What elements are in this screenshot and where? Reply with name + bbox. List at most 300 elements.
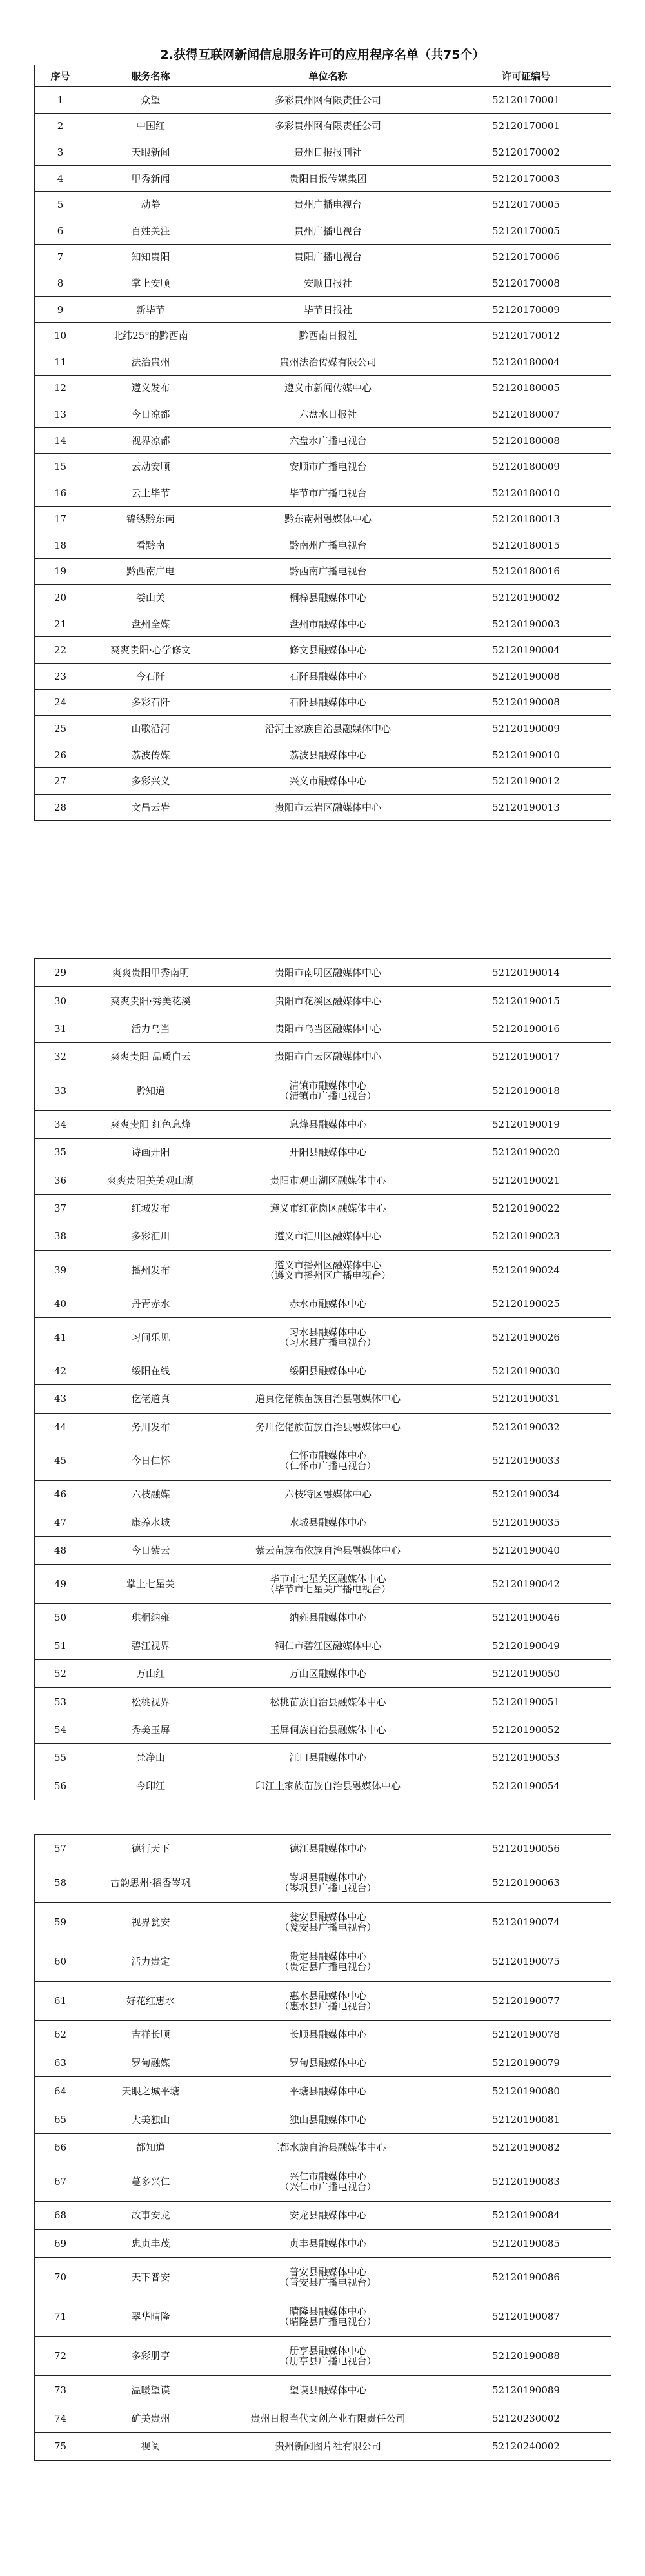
organization-name (215, 2105, 441, 2134)
service-name: 琪桐纳雍 (86, 1604, 215, 1632)
table-row (35, 2049, 611, 2077)
service-name: 锦绣黔东南 (86, 506, 215, 532)
service-name: 爽爽贵阳·秀美花溪 (86, 987, 215, 1015)
organization-line: 松桃苗族自治县融媒体中心 (270, 1696, 386, 1708)
service-name: 知知贵阳 (86, 244, 215, 270)
table-row (35, 218, 611, 244)
service-name: 德行天下 (86, 1835, 215, 1863)
row-index: 54 (35, 1716, 86, 1743)
service-name: 新毕节 (86, 296, 215, 323)
row-index: 42 (35, 1357, 86, 1384)
organization-line: （普安县广播电视台） (279, 2277, 377, 2289)
service-name: 康养水城 (86, 1508, 215, 1536)
organization-name (215, 1772, 441, 1800)
license-number: 52120190017 (441, 1043, 611, 1071)
row-index: 47 (35, 1508, 86, 1536)
table-row (35, 113, 611, 139)
row-index: 18 (35, 532, 86, 559)
organization-line: 普安县融媒体中心 (289, 2266, 367, 2278)
organization-line: 石阡县融媒体中心 (289, 696, 367, 709)
row-index: 3 (35, 139, 86, 166)
service-name: 罗甸融媒 (86, 2049, 215, 2077)
row-index: 11 (35, 349, 86, 375)
table-row (35, 1441, 611, 1481)
table-row (35, 532, 611, 559)
organization-line: 岑巩县融媒体中心 (289, 1871, 367, 1883)
service-name: 播州发布 (86, 1250, 215, 1290)
organization-line: 毕节市广播电视台 (289, 487, 367, 499)
license-number: 52120180004 (441, 349, 611, 375)
service-name: 黔西南广电 (86, 558, 215, 585)
service-name: 绥阳在线 (86, 1357, 215, 1384)
service-name: 大美独山 (86, 2105, 215, 2134)
service-name: 黔知道 (86, 1071, 215, 1110)
table-row (35, 1222, 611, 1250)
service-name: 山歌沿河 (86, 716, 215, 742)
license-number: 52120190035 (441, 1508, 611, 1536)
table-row (35, 1744, 611, 1772)
header-service-name: 服务名称 (86, 65, 215, 87)
organization-name (215, 558, 441, 585)
row-index: 64 (35, 2077, 86, 2105)
organization-line: 德江县融媒体中心 (289, 1843, 367, 1855)
row-index: 46 (35, 1481, 86, 1508)
license-number: 52120190022 (441, 1194, 611, 1222)
service-name: 忠贞丰茂 (86, 2229, 215, 2258)
license-number: 52120190049 (441, 1632, 611, 1659)
license-number: 52120190033 (441, 1441, 611, 1481)
license-number: 52120170009 (441, 296, 611, 323)
organization-name (215, 192, 441, 218)
organization-line: 晴隆县融媒体中心 (289, 2306, 367, 2318)
organization-line: 贵阳日报传媒集团 (289, 172, 367, 185)
organization-line: 紫云苗族布依族自治县融媒体中心 (255, 1545, 401, 1557)
organization-line: 务川仡佬族苗族自治县融媒体中心 (255, 1421, 401, 1433)
organization-line: 纳雍县融媒体中心 (289, 1612, 367, 1624)
organization-name (215, 1138, 441, 1166)
service-name: 天下普安 (86, 2258, 215, 2297)
license-number: 52120190014 (441, 959, 611, 987)
organization-line: 贵阳广播电视台 (293, 251, 362, 263)
service-name: 动静 (86, 192, 215, 218)
row-index: 6 (35, 218, 86, 244)
organization-line: 盘州市融媒体中心 (289, 618, 367, 630)
table-row (35, 987, 611, 1015)
table-row (35, 2133, 611, 2162)
organization-line: 黔西南日报社 (299, 330, 357, 342)
organization-name (215, 2162, 441, 2201)
table-row (35, 1290, 611, 1317)
row-index: 16 (35, 480, 86, 506)
service-name: 古韵思州·稻香岑巩 (86, 1863, 215, 1902)
service-name: 中国红 (86, 113, 215, 139)
service-name: 仡佬道真 (86, 1385, 215, 1413)
row-index: 20 (35, 585, 86, 611)
organization-line: 贵阳市白云区融媒体中心 (274, 1051, 381, 1063)
table-row (35, 1015, 611, 1042)
table-row (35, 1835, 611, 1863)
row-index: 38 (35, 1222, 86, 1250)
license-number: 52120190015 (441, 987, 611, 1015)
table-row (35, 611, 611, 637)
row-index: 32 (35, 1043, 86, 1071)
organization-line: 贵阳市花溪区融媒体中心 (274, 995, 381, 1007)
service-name: 视阅 (86, 2432, 215, 2460)
organization-name (215, 323, 441, 349)
organization-line: （晴隆县广播电视台） (279, 2316, 377, 2328)
organization-line: 贵州广播电视台 (293, 199, 362, 211)
row-index: 56 (35, 1772, 86, 1800)
license-number: 52120190032 (441, 1413, 611, 1441)
organization-line: 清镇市融媒体中心 (289, 1079, 367, 1091)
license-number: 52120190056 (441, 1835, 611, 1863)
organization-name (215, 689, 441, 716)
organization-name (215, 987, 441, 1015)
row-index: 65 (35, 2105, 86, 2134)
table-row (35, 2020, 611, 2049)
license-number: 52120190020 (441, 1138, 611, 1166)
table-row (35, 2376, 611, 2404)
license-number: 52120170002 (441, 139, 611, 166)
organization-name (215, 87, 441, 114)
organization-name (215, 2049, 441, 2077)
service-name: 丹青赤水 (86, 1290, 215, 1317)
table-row (35, 1688, 611, 1716)
service-name: 众望 (86, 87, 215, 114)
organization-line: 沿河土家族自治县融媒体中心 (264, 723, 391, 735)
row-index: 4 (35, 165, 86, 192)
table-row (35, 2201, 611, 2229)
row-index: 66 (35, 2133, 86, 2162)
row-index: 21 (35, 611, 86, 637)
license-number: 52120170012 (441, 323, 611, 349)
license-number: 52120190081 (441, 2105, 611, 2134)
organization-line: 玉屏侗族自治县融媒体中心 (270, 1724, 386, 1736)
row-index: 58 (35, 1863, 86, 1902)
license-number: 52120190008 (441, 664, 611, 690)
organization-name (215, 1942, 441, 1981)
organization-line: 贵阳市云岩区融媒体中心 (274, 801, 381, 813)
license-number: 52120190089 (441, 2376, 611, 2404)
table-row (35, 637, 611, 664)
organization-line: 安龙县融媒体中心 (289, 2209, 367, 2222)
organization-line: 贵阳市南明区融媒体中心 (274, 967, 381, 979)
license-number: 52120180008 (441, 427, 611, 454)
license-number: 52120190010 (441, 742, 611, 768)
organization-line: 六枝特区融媒体中心 (284, 1488, 372, 1501)
organization-name (215, 270, 441, 297)
organization-line: （习水县广播电视台） (279, 1336, 377, 1348)
table-row (35, 2105, 611, 2134)
row-index: 59 (35, 1902, 86, 1942)
organization-name (215, 454, 441, 480)
license-number: 52120190074 (441, 1902, 611, 1942)
service-name: 多彩册亨 (86, 2337, 215, 2376)
table-row (35, 1250, 611, 1290)
license-number: 52120190012 (441, 768, 611, 795)
organization-name (215, 2077, 441, 2105)
organization-name (215, 1716, 441, 1743)
table-row (35, 1413, 611, 1441)
organization-name (215, 1565, 441, 1604)
organization-name (215, 1357, 441, 1384)
organization-name (215, 1385, 441, 1413)
organization-name (215, 1015, 441, 1042)
service-name: 娄山关 (86, 585, 215, 611)
organization-name (215, 959, 441, 987)
organization-name (215, 1863, 441, 1902)
license-number: 52120190083 (441, 2162, 611, 2201)
table-row (35, 742, 611, 768)
organization-line: 六盘水日报社 (299, 408, 357, 420)
organization-line: 贵定县融媒体中心 (289, 1950, 367, 1962)
service-name: 六枝融媒 (86, 1481, 215, 1508)
row-index: 7 (35, 244, 86, 270)
organization-name (215, 1481, 441, 1508)
license-number: 52120170005 (441, 192, 611, 218)
header-license-number: 许可证编号 (441, 65, 611, 87)
organization-name (215, 795, 441, 821)
organization-line: 望谟县融媒体中心 (289, 2384, 367, 2396)
table-row (35, 795, 611, 821)
table-row (35, 2432, 611, 2460)
organization-line: （遵义市播州区广播电视台） (264, 1269, 391, 1281)
license-number: 52120190050 (441, 1660, 611, 1688)
service-name: 矿美贵州 (86, 2404, 215, 2433)
organization-name (215, 637, 441, 664)
row-index: 43 (35, 1385, 86, 1413)
license-number: 52120190023 (441, 1222, 611, 1250)
license-number: 52120180015 (441, 532, 611, 559)
service-name: 多彩汇川 (86, 1222, 215, 1250)
row-index: 72 (35, 2337, 86, 2376)
row-index: 55 (35, 1744, 86, 1772)
organization-name (215, 1835, 441, 1863)
service-name: 秀美玉屏 (86, 1716, 215, 1743)
table-row (35, 1716, 611, 1743)
row-index: 48 (35, 1536, 86, 1564)
license-number: 52120190024 (441, 1250, 611, 1290)
service-name: 爽爽贵阳·心学修文 (86, 637, 215, 664)
service-name: 都知道 (86, 2133, 215, 2162)
license-number: 52120190003 (441, 611, 611, 637)
table-row (35, 1508, 611, 1536)
service-name: 云动安顺 (86, 454, 215, 480)
table-row (35, 454, 611, 480)
organization-line: 水城县融媒体中心 (289, 1516, 367, 1528)
organization-line: 贵州法治传媒有限公司 (279, 356, 377, 368)
organization-name (215, 401, 441, 428)
license-number: 52120190021 (441, 1166, 611, 1194)
row-index: 61 (35, 1981, 86, 2020)
table-row (35, 270, 611, 297)
table-row (35, 427, 611, 454)
row-index: 50 (35, 1604, 86, 1632)
organization-line: 独山县融媒体中心 (289, 2113, 367, 2125)
organization-name (215, 1902, 441, 1942)
organization-line: 六盘水广播电视台 (289, 434, 367, 447)
organization-name (215, 532, 441, 559)
service-name: 视界凉都 (86, 427, 215, 454)
license-number: 52120190002 (441, 585, 611, 611)
license-number: 52120190042 (441, 1565, 611, 1604)
table-row (35, 244, 611, 270)
organization-line: （毕节市七星关广播电视台） (264, 1583, 391, 1596)
row-index: 60 (35, 1942, 86, 1981)
table-row (35, 2258, 611, 2297)
organization-line: 贵州广播电视台 (293, 225, 362, 237)
row-index: 30 (35, 987, 86, 1015)
organization-line: 毕节市七星关区融媒体中心 (270, 1573, 386, 1585)
table-row (35, 959, 611, 987)
organization-name (215, 2229, 441, 2258)
table-row (35, 1166, 611, 1194)
license-number: 52120190082 (441, 2133, 611, 2162)
organization-name (215, 139, 441, 166)
table-row (35, 1565, 611, 1604)
organization-line: （惠水县广播电视台） (279, 2000, 377, 2012)
row-index: 35 (35, 1138, 86, 1166)
row-index: 71 (35, 2297, 86, 2337)
license-number: 52120180016 (441, 558, 611, 585)
organization-name (215, 1508, 441, 1536)
service-name: 诗画开阳 (86, 1138, 215, 1166)
row-index: 63 (35, 2049, 86, 2077)
organization-line: 铜仁市碧江区融媒体中心 (274, 1639, 381, 1652)
row-index: 28 (35, 795, 86, 821)
row-index: 23 (35, 664, 86, 690)
organization-name (215, 1413, 441, 1441)
row-index: 62 (35, 2020, 86, 2049)
license-number: 52120180010 (441, 480, 611, 506)
organization-line: 兴义市融媒体中心 (289, 775, 367, 787)
license-number: 52120190079 (441, 2049, 611, 2077)
organization-line: 遵义市新闻传媒中心 (284, 382, 372, 394)
organization-name (215, 2404, 441, 2433)
organization-name (215, 480, 441, 506)
organization-line: 贞丰县融媒体中心 (289, 2237, 367, 2249)
row-index: 41 (35, 1317, 86, 1357)
table-row (35, 480, 611, 506)
license-number: 52120190054 (441, 1772, 611, 1800)
row-index: 15 (35, 454, 86, 480)
organization-line: （贵定县广播电视台） (279, 1960, 377, 1973)
table-row (35, 716, 611, 742)
organization-name (215, 506, 441, 532)
service-name: 爽爽贵阳美美观山湖 (86, 1166, 215, 1194)
service-name: 爽爽贵阳 品质白云 (86, 1043, 215, 1071)
row-index: 49 (35, 1565, 86, 1604)
license-number: 52120190046 (441, 1604, 611, 1632)
organization-name (215, 113, 441, 139)
row-index: 37 (35, 1194, 86, 1222)
organization-line: 贵州日报报刊社 (293, 146, 362, 158)
organization-name (215, 244, 441, 270)
service-name: 今印江 (86, 1772, 215, 1800)
row-index: 52 (35, 1660, 86, 1688)
service-name: 今日凉都 (86, 401, 215, 428)
license-number: 52120170001 (441, 87, 611, 114)
table-row (35, 558, 611, 585)
table-row (35, 2297, 611, 2337)
organization-line: （册亨县广播电视台） (279, 2355, 377, 2368)
organization-name (215, 2376, 441, 2404)
row-index: 26 (35, 742, 86, 768)
row-index: 75 (35, 2432, 86, 2460)
organization-name (215, 1166, 441, 1194)
row-index: 8 (35, 270, 86, 297)
table-row (35, 296, 611, 323)
row-index: 39 (35, 1250, 86, 1290)
organization-line: 桐梓县融媒体中心 (289, 592, 367, 604)
organization-line: 多彩贵州网有限责任公司 (274, 120, 381, 132)
table-row (35, 1981, 611, 2020)
row-index: 2 (35, 113, 86, 139)
row-index: 36 (35, 1166, 86, 1194)
license-number: 52120190030 (441, 1357, 611, 1384)
service-name: 万山红 (86, 1660, 215, 1688)
organization-line: 遵义市红花岗区融媒体中心 (270, 1202, 386, 1214)
table-row (35, 506, 611, 532)
organization-line: 平塘县融媒体中心 (289, 2085, 367, 2097)
organization-name (215, 2020, 441, 2049)
row-index: 57 (35, 1835, 86, 1863)
row-index: 67 (35, 2162, 86, 2201)
organization-name (215, 742, 441, 768)
table-row (35, 1481, 611, 1508)
table-row (35, 1902, 611, 1942)
organization-name (215, 1043, 441, 1071)
organization-line: 瓮安县融媒体中心 (289, 1911, 367, 1923)
organization-name (215, 1290, 441, 1317)
organization-line: 绥阳县融媒体中心 (289, 1365, 367, 1377)
license-number: 52120170008 (441, 270, 611, 297)
license-number: 52120190087 (441, 2297, 611, 2337)
organization-name (215, 1110, 441, 1138)
license-number: 52120190075 (441, 1942, 611, 1981)
service-name: 天眼之城平塘 (86, 2077, 215, 2105)
license-number: 52120190080 (441, 2077, 611, 2105)
license-number: 52120180007 (441, 401, 611, 428)
organization-line: 贵州日报当代文创产业有限责任公司 (250, 2412, 406, 2424)
table-row (35, 2229, 611, 2258)
row-index: 40 (35, 1290, 86, 1317)
organization-line: 开阳县融媒体中心 (289, 1146, 367, 1159)
organization-name (215, 1604, 441, 1632)
organization-name (215, 1071, 441, 1110)
service-name: 视界瓮安 (86, 1902, 215, 1942)
organization-line: 赤水市融媒体中心 (289, 1297, 367, 1310)
row-index: 33 (35, 1071, 86, 1110)
organization-name (215, 1317, 441, 1357)
table-row (35, 375, 611, 401)
service-name: 今日紫云 (86, 1536, 215, 1564)
organization-line: （瓮安县广播电视台） (279, 1921, 377, 1933)
table-row (35, 1863, 611, 1902)
license-number: 52120190013 (441, 795, 611, 821)
service-name: 爽爽贵阳 红色息烽 (86, 1110, 215, 1138)
license-number: 52120190034 (441, 1481, 611, 1508)
service-name: 温暖望谟 (86, 2376, 215, 2404)
license-number: 52120190009 (441, 716, 611, 742)
row-index: 73 (35, 2376, 86, 2404)
service-name: 务川发布 (86, 1413, 215, 1441)
license-number: 52120190004 (441, 637, 611, 664)
organization-line: 册亨县融媒体中心 (289, 2345, 367, 2357)
organization-line: （清镇市广播电视台） (279, 1090, 377, 1102)
license-number: 52120170003 (441, 165, 611, 192)
organization-line: 遵义市播州区融媒体中心 (274, 1259, 381, 1271)
